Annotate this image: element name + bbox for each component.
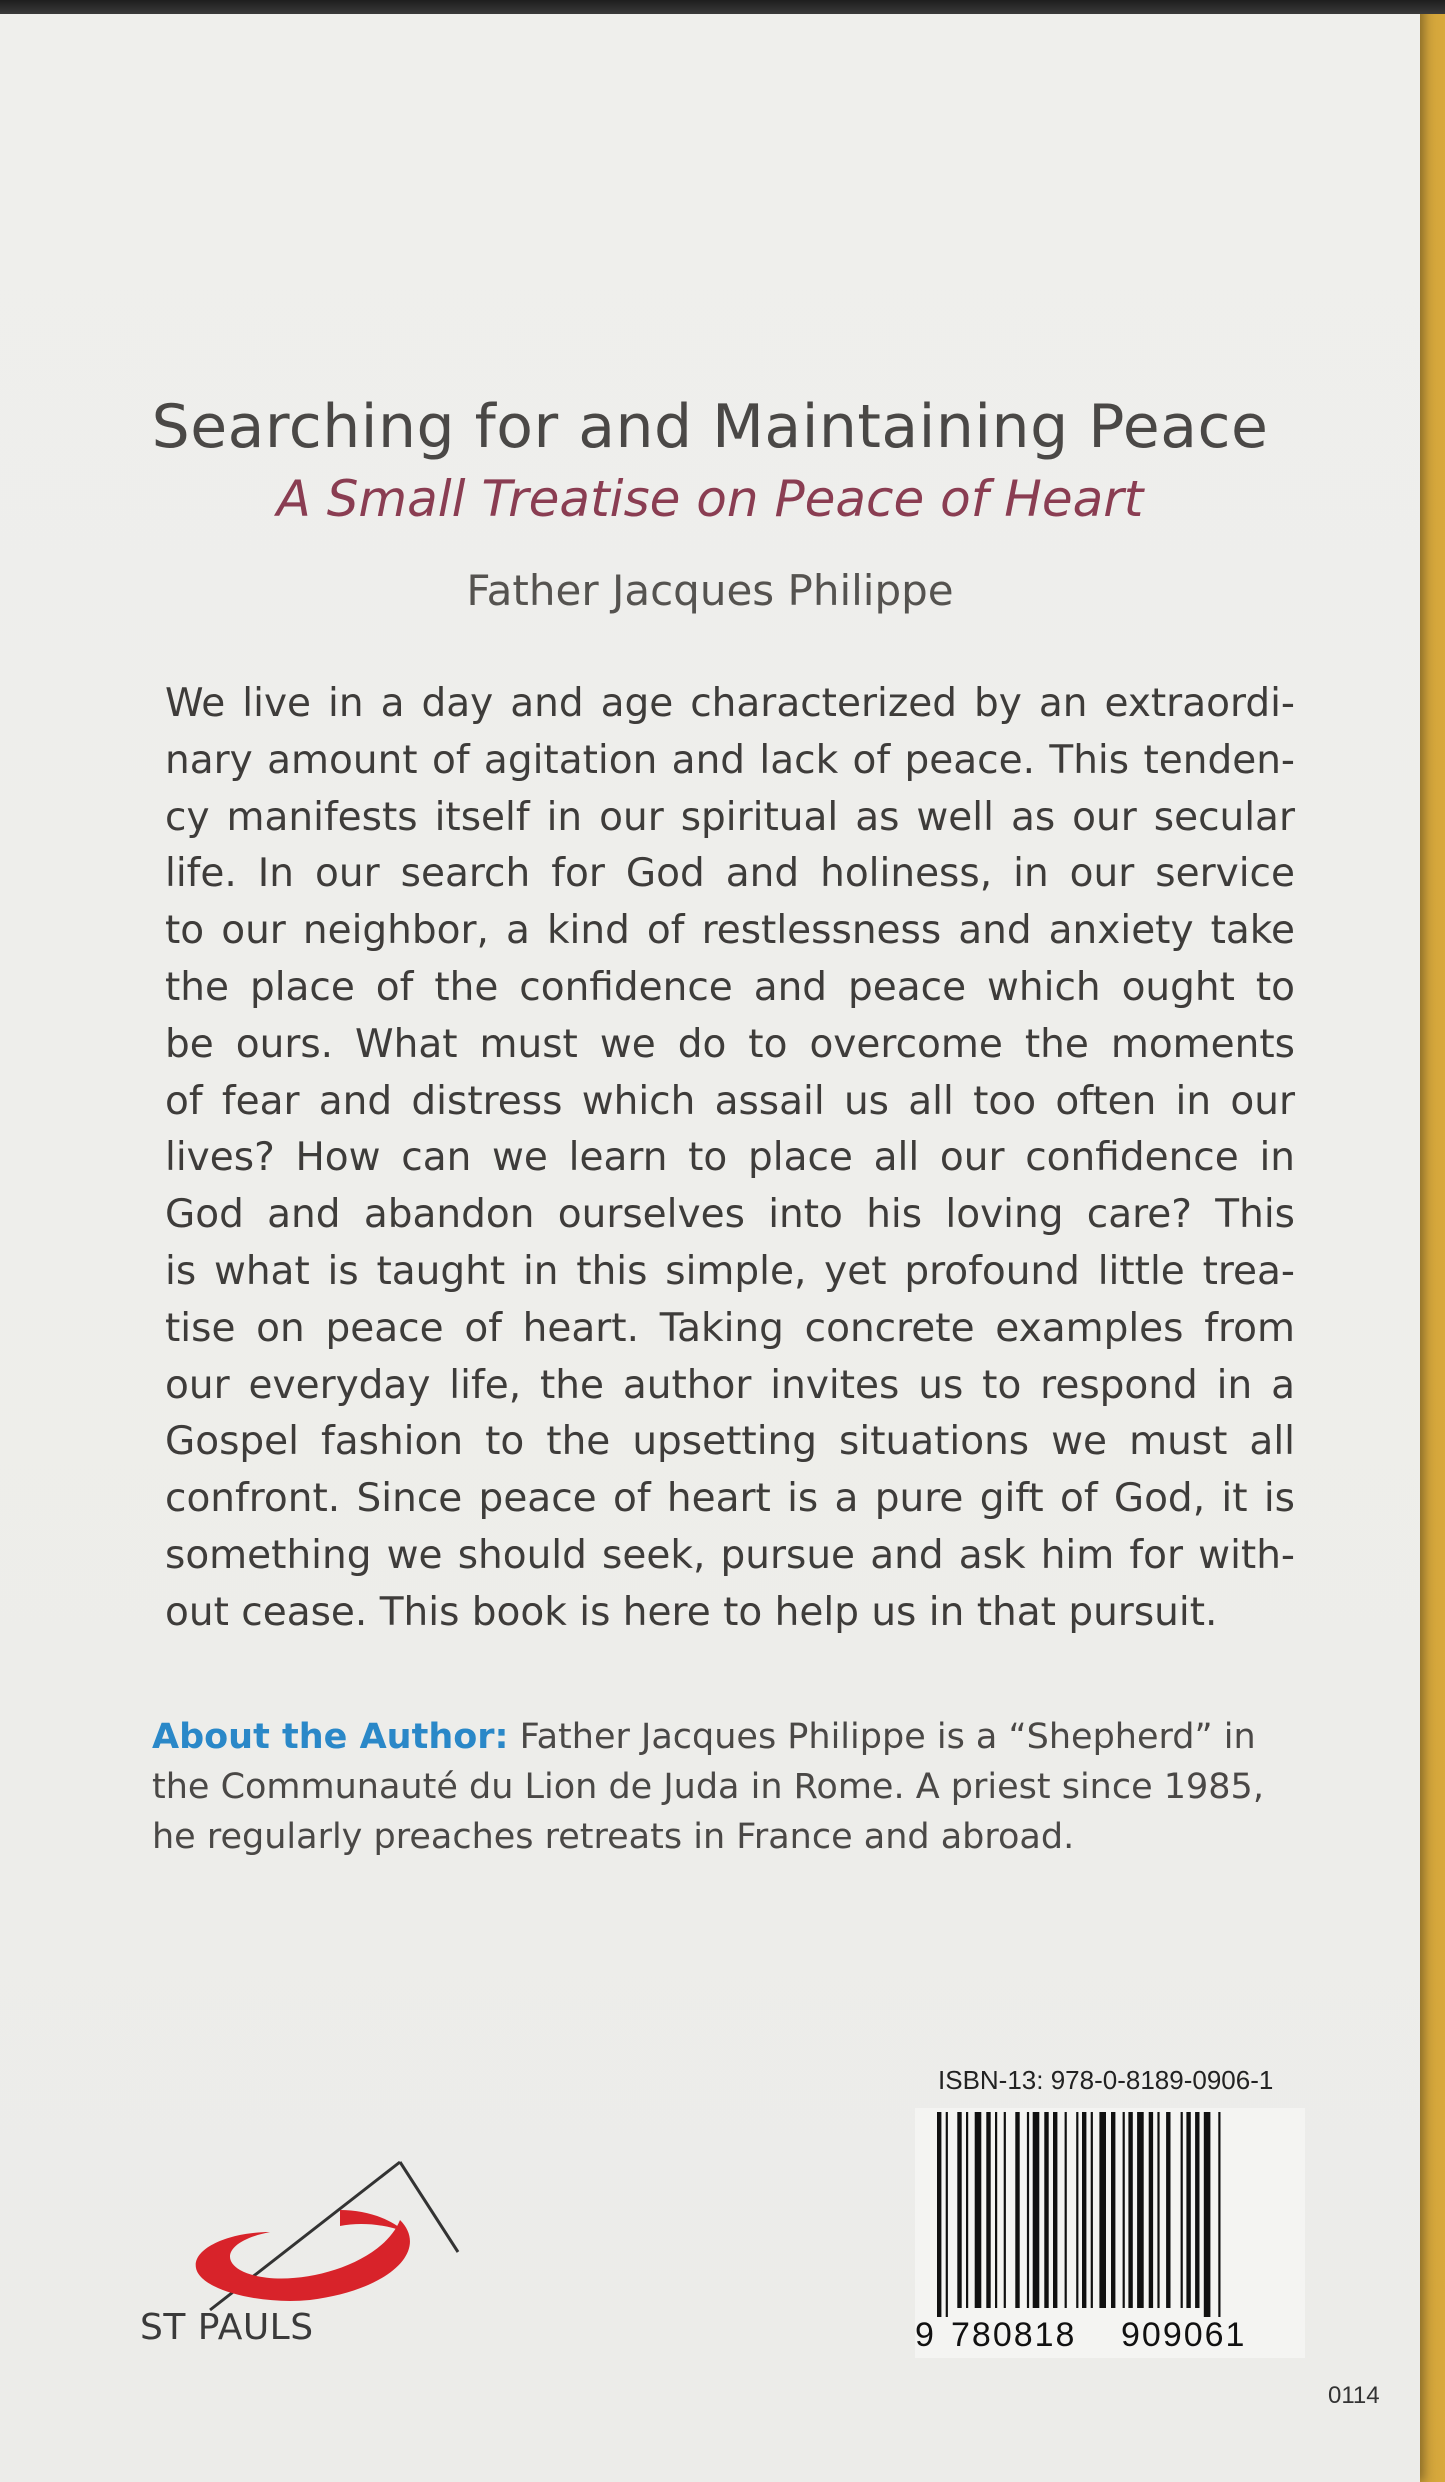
about-line-2: the Communauté du Lion de Juda in Rome. A priest since 1985,: [152, 1767, 1264, 1807]
st-pauls-logo-icon: [190, 2140, 480, 2330]
book-subtitle: A Small Treatise on Peace of Heart: [276, 470, 1144, 528]
publisher-name: ST PAULS: [140, 2307, 314, 2348]
blurb-text: [165, 676, 1295, 1642]
barcode-bar: [986, 2112, 990, 2308]
book-author: Father Jacques Philippe: [466, 566, 954, 615]
blurb-line: tise on peace of heart. Taking concrete examples from: [165, 1305, 1295, 1351]
barcode-bar: [957, 2112, 961, 2308]
barcode-bar: [1157, 2112, 1159, 2308]
barcode-bar: [1065, 2112, 1067, 2308]
barcode-bar: [1149, 2112, 1153, 2308]
isbn-label: ISBN-13: 978-0-8189-0906-1: [938, 2065, 1274, 2095]
blurb-line: our everyday life, the author invites us to respond in a: [165, 1362, 1295, 1408]
barcode-bar: [946, 2112, 948, 2317]
barcode-bar: [1082, 2112, 1086, 2308]
barcode-bar: [1204, 2112, 1211, 2317]
blurb-line: God and abandon ourselves into his loving care? This: [165, 1192, 1295, 1238]
barcode-digit-first: 9: [915, 2316, 936, 2354]
barcode-bar: [1181, 2112, 1183, 2308]
barcode-bar: [1033, 2112, 1040, 2308]
barcode-digit-group-2: 909061: [1121, 2316, 1247, 2354]
barcode: [915, 2108, 1305, 2358]
blurb-line: be ours. What must we do to overcome the moments: [165, 1021, 1295, 1067]
blurb-line: is what is taught in this simple, yet profound little trea-: [165, 1248, 1295, 1294]
barcode-bar: [1195, 2112, 1199, 2308]
barcode-digit-group-1: 780818: [951, 2316, 1077, 2354]
blurb-line: the place of the confidence and peace which ought to: [165, 964, 1295, 1010]
blurb-line: confront. Since peace of heart is a pure gift of God, it is: [165, 1476, 1295, 1522]
barcode-bar: [1137, 2112, 1144, 2308]
barcode-bar: [1091, 2112, 1093, 2308]
barcode-bar: [937, 2112, 941, 2317]
barcode-bar: [1015, 2112, 1019, 2308]
corner-code: 0114: [1328, 2382, 1380, 2409]
blurb-line: We live in a day and age characterized by an extraordi-: [165, 681, 1295, 726]
barcode-bar: [966, 2112, 968, 2308]
barcode-bar: [1076, 2112, 1078, 2308]
about-label: About the Author:: [152, 1717, 509, 1757]
barcode-bar: [1027, 2112, 1029, 2308]
blurb-line: cy manifests itself in our spiritual as well as our secular: [165, 794, 1295, 840]
barcode-bar: [1044, 2112, 1048, 2308]
barcode-bar: [1099, 2112, 1106, 2308]
barcode-bar: [1218, 2112, 1220, 2317]
barcode-bar: [1128, 2112, 1132, 2308]
barcode-bar: [1053, 2112, 1057, 2308]
barcode-bar: [995, 2112, 997, 2308]
about-line-1-text: Father Jacques Philippe is a “Shepherd” in: [508, 1717, 1256, 1757]
barcode-bar: [1004, 2112, 1006, 2308]
blurb-line: of fear and distress which assail us all too often in our: [165, 1078, 1295, 1124]
barcode-bars: [915, 2108, 1305, 2318]
barcode-bar: [1123, 2112, 1125, 2308]
blurb-line: life. In our search for God and holiness, in our service: [165, 851, 1295, 897]
blurb-line: lives? How can we learn to place all our confidence in: [165, 1135, 1295, 1181]
about-line-1: [152, 1712, 1297, 1762]
barcode-bar: [1186, 2112, 1190, 2308]
blurb-line: something we should seek, pursue and ask him for with-: [165, 1532, 1295, 1578]
about-line-3: he regularly preaches retreats in France and abroad.: [152, 1817, 1075, 1857]
photo-top-edge: [0, 0, 1445, 14]
blurb-line: Gospel fashion to the upsetting situations we must all: [165, 1419, 1295, 1465]
barcode-bar: [1166, 2112, 1170, 2308]
barcode-bar: [1111, 2112, 1115, 2308]
blurb-line: out cease. This book is here to help us in that pursuit.: [165, 1589, 1218, 1635]
book-title: Searching for and Maintaining Peace: [151, 392, 1269, 462]
blurb-line: nary amount of agitation and lack of peace. This tenden-: [165, 737, 1295, 783]
about-the-author: [152, 1712, 1297, 1862]
blurb-line: to our neighbor, a kind of restlessness and anxiety take: [165, 908, 1295, 954]
barcode-bar: [975, 2112, 982, 2308]
